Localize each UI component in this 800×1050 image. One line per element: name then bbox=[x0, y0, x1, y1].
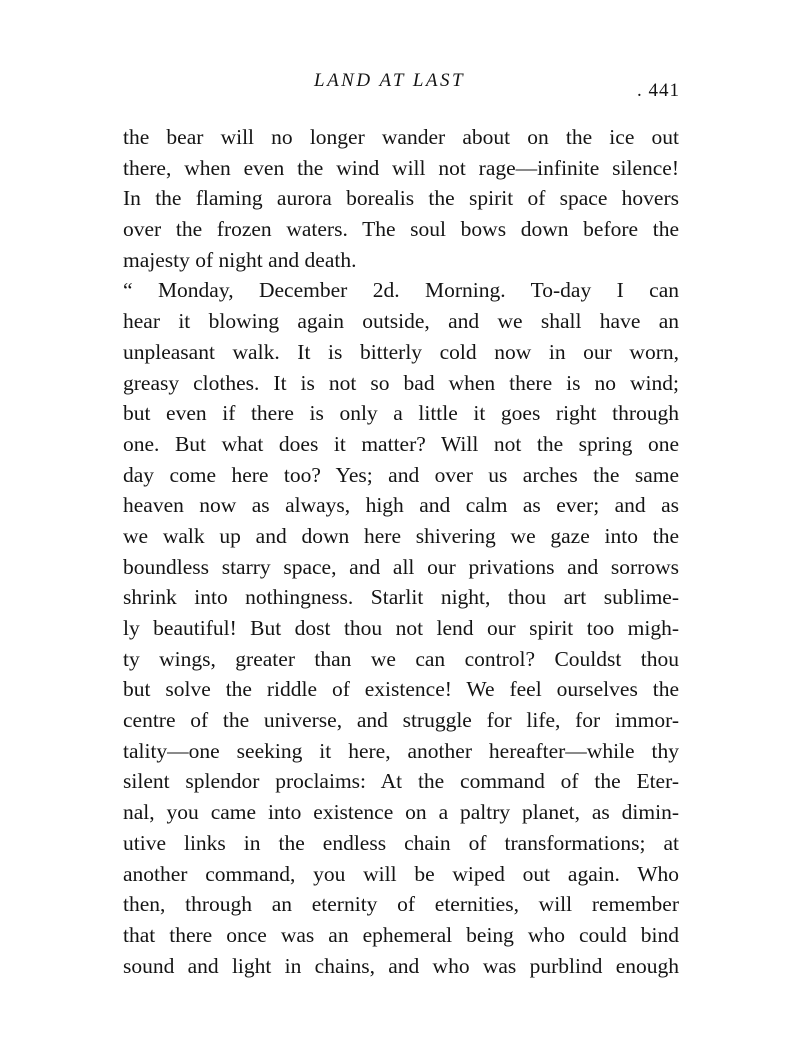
text-line: utive links in the endless chain of transformations; at bbox=[123, 830, 679, 855]
text-line: hear it blowing again outside, and we shall have an bbox=[123, 309, 679, 334]
text-line: the bear will no longer wander about on the ice out bbox=[123, 125, 679, 149]
text-line: majesty of night and death. bbox=[123, 247, 357, 272]
text-line: we walk up and down here shivering we gaze into the bbox=[123, 523, 679, 548]
text-line: In the flaming aurora borealis the spirit of space hovers bbox=[123, 186, 679, 211]
text-line: shrink into nothingness. Starlit night, thou art sublime- bbox=[123, 585, 679, 610]
running-title: LAND AT LAST bbox=[314, 70, 466, 91]
text-line: ly beautiful! But dost thou not lend our spirit too migh- bbox=[123, 616, 679, 640]
text-line: centre of the universe, and struggle for life, for immor- bbox=[123, 708, 679, 733]
text-line: tality—one seeking it here, another hereafter—while thy bbox=[123, 738, 679, 763]
text-line: another command, you will be wiped out again. Who bbox=[123, 861, 679, 886]
text-line: but even if there is only a little it goes right through bbox=[123, 401, 679, 426]
text-line: unpleasant walk. It is bitterly cold now in our worn, bbox=[123, 339, 679, 364]
page-number: . 441 bbox=[637, 80, 680, 101]
text-line: one. But what does it matter? Will not the spring one bbox=[123, 431, 679, 456]
text-line: greasy clothes. It is not so bad when there is no wind; bbox=[123, 370, 679, 395]
running-head bbox=[0, 70, 800, 100]
text-line: silent splendor proclaims: At the command of the Eter- bbox=[123, 769, 679, 794]
text-line: boundless starry space, and all our privations and sorrows bbox=[123, 554, 679, 579]
text-line: sound and light in chains, and who was purblind enough bbox=[123, 953, 679, 978]
text-line: heaven now as always, high and calm as ever; and as bbox=[123, 493, 679, 518]
text-line: “ Monday, December 2d. Morning. To-day I can bbox=[123, 278, 679, 303]
text-line: there, when even the wind will not rage—infinite silence! bbox=[123, 155, 679, 180]
text-line: ty wings, greater than we can control? Couldst thou bbox=[123, 646, 679, 671]
text-line: over the frozen waters. The soul bows down before the bbox=[123, 217, 679, 242]
text-line: but solve the riddle of existence! We feel ourselves the bbox=[123, 677, 679, 702]
text-line: that there once was an ephemeral being who could bind bbox=[123, 922, 679, 947]
text-line: nal, you came into existence on a paltry planet, as dimin- bbox=[123, 800, 679, 825]
text-line: day come here too? Yes; and over us arches the same bbox=[123, 462, 679, 487]
text-line: then, through an eternity of eternities, will remember bbox=[123, 892, 679, 917]
body-text bbox=[123, 122, 679, 981]
